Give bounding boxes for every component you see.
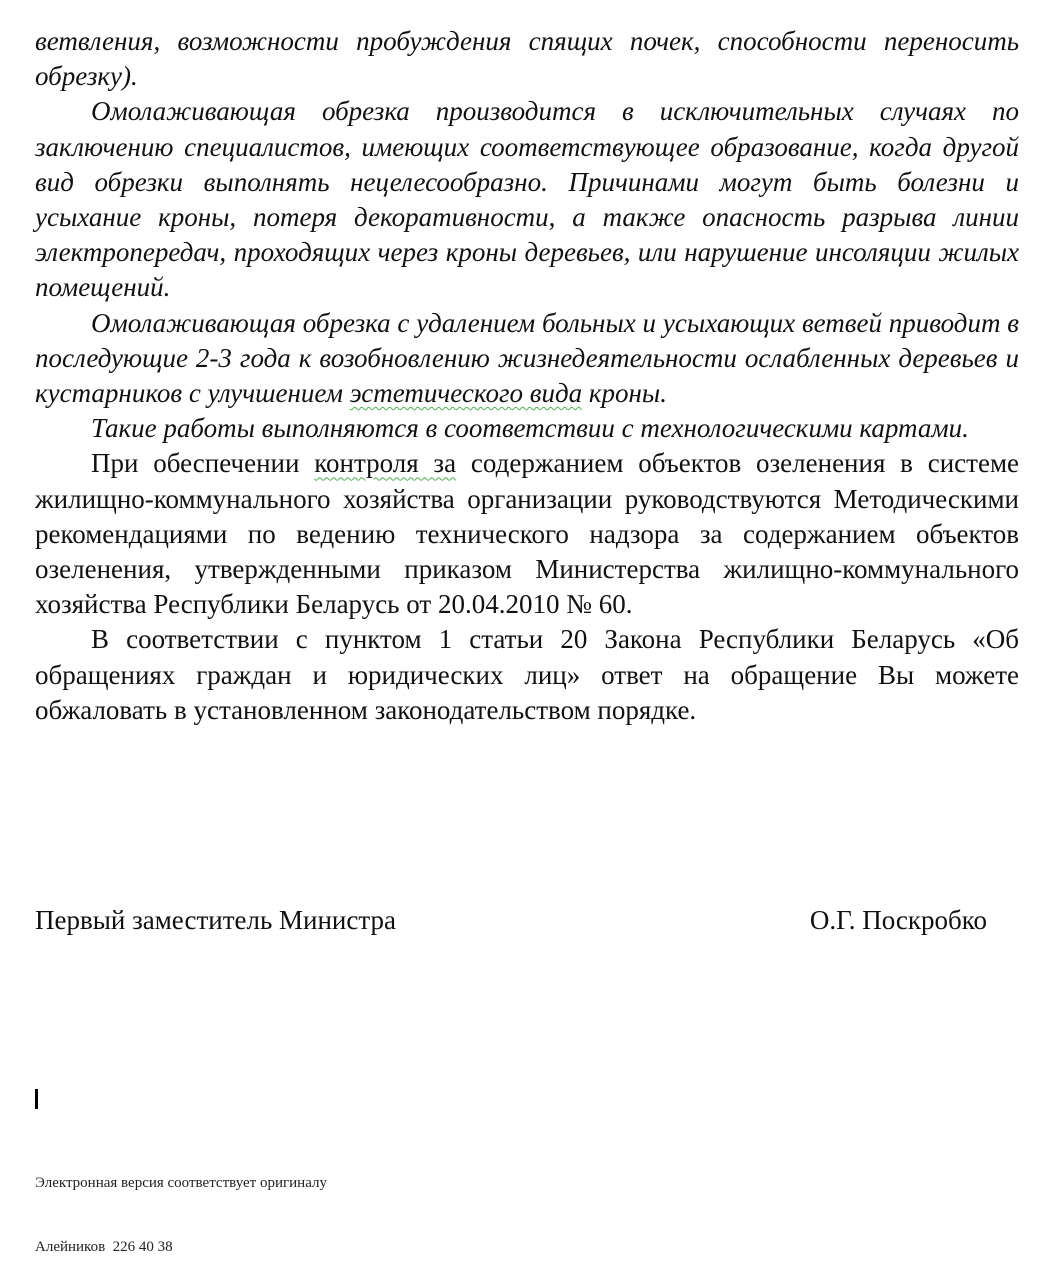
paragraph-control-end: содержанием объектов озеленения в системе жилищно-коммунального хозяйства организации руководствуются Методическими рекомендациями по ведению технического надзора за содержанием объектов озеленения, утвержденными приказом Министерства жилищно-коммунального хозяйства Республики Беларусь от 20.04.2010 № 60.	[35, 448, 1020, 620]
paragraph-technological-maps: Такие работы выполняются в соответствии с технологическими картами.	[91, 413, 969, 444]
paragraph-control-regulations	[35, 446, 1019, 622]
signatory-position: Первый заместитель Министра	[35, 905, 396, 935]
paragraph-rejuvenating-pruning: Омолаживающая обрезка производится в исключительных случаях по заключению специалистов, имеющих соответствующее образование, когда другой вид обрезки выполнять нецелесообразно. Причинами могут быть болезни и усыхание кроны, потеря декоративности, а также опасность разрыва линии электропередач, проходящих через кроны деревьев, или нарушение инсоляции жилых помещений.	[35, 96, 1019, 303]
signature-block	[35, 903, 987, 938]
paragraph-pruning-result-end: кроны.	[582, 378, 667, 409]
electronic-version-note: Электронная версия соответствует оригиналу	[35, 1175, 327, 1191]
contact-line: Алейников 226 40 38	[35, 1239, 173, 1255]
text-cursor[interactable]	[35, 1089, 38, 1109]
spellcheck-marked-text: эстетического вида	[349, 378, 583, 409]
spellcheck-marked-text-control: контроля за	[314, 448, 457, 479]
paragraph-pruning-result	[35, 306, 1019, 412]
paragraph-pruning-conditions: ветвления, возможности пробуждения спящих почек, способности переносить обрезку).	[35, 26, 1019, 92]
signatory-name: О.Г. Поскробко	[809, 905, 987, 935]
document-body	[35, 24, 1019, 728]
paragraph-pruning-result-start: Омолаживающая обрезка с удалением больных и усыхающих ветвей приводит в последующие 2-3 года к возобновлению жизнедеятельности ослабленных деревьев и кустарников с улучшением	[35, 307, 1019, 409]
paragraph-control-start: При обеспечении	[91, 448, 315, 479]
paragraph-appeal-rights: В соответствии с пунктом 1 статьи 20 Закона Республики Беларусь «Об обращениях граждан и юридических лиц» ответ на обращение Вы можете обжаловать в установленном законодательством порядке.	[35, 624, 1019, 725]
